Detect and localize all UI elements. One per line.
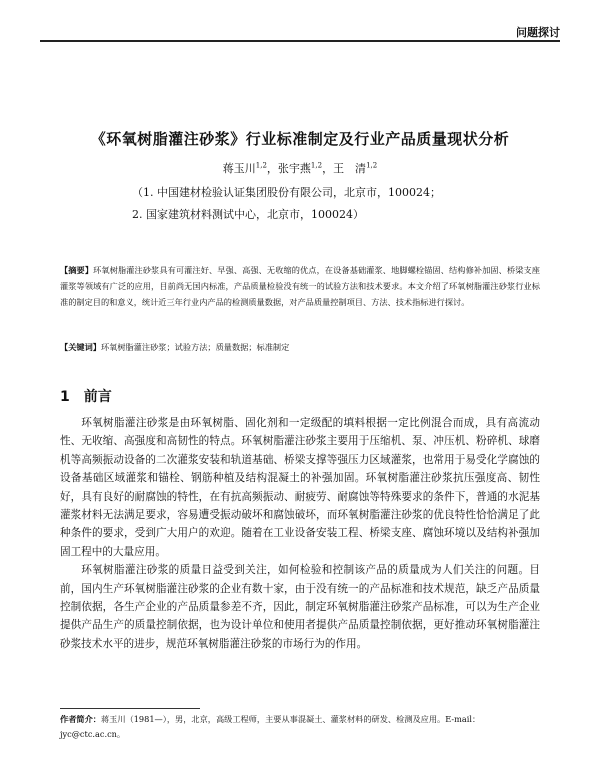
author-footnote [60, 712, 540, 742]
author-affil-marker: 1,2 [310, 161, 323, 170]
author-line: 蒋玉川$^{1,2}$，张宇燕$^{1,2}$，王 清$^{1,2}$ [222, 161, 378, 175]
abstract-text: 环氧树脂灌注砂浆具有可灌注好、早强、高强、无收缩的优点，在设备基础灌浆、地脚螺栓锚固、结构修补加固、桥梁支座灌浆等领域有广泛的应用，目前尚无国内标准，产品质量检验没有统一的试验方法和技术要求。本文介绍了环氧树脂灌注砂浆行业标准的制定目的和意义，统计近三年行业内产品的检测质量数据，对产品质量控制项目、方法、技术指标进行探讨。 [60, 265, 540, 308]
affiliation: 2. 国家建筑材料测试中心，北京市，100024） [132, 208, 364, 221]
footnote-rule [60, 708, 200, 709]
paragraph: 环氧树脂灌注砂浆是由环氧树脂、固化剂和一定级配的填料根据一定比例混合而成，具有高流动性、无收缩、高强度和高韧性的特点。环氧树脂灌注砂浆主要用于压缩机、泵、冲压机、粉碎机、球磨机等高频振动设备的二次灌浆安装和轨道基础、桥梁支撑等强压力区域灌浆，也常用于易受化学腐蚀的设备基础区域灌浆和锚栓、钢筋种植及结构混凝土的补强加固。环氧树脂灌注砂浆抗压强度高、韧性好，具有良好的耐腐蚀的特性，在有抗高频振动、耐疲劳、耐腐蚀等特殊要求的条件下，普通的水泥基灌浆材料无法满足要求，容易遭受振动破坏和腐蚀破坏，而环氧树脂灌注砂浆的优良特性恰恰满足了此种条件的要求，受到广大用户的欢迎。随着在工业设备安装工程、桥梁支座、腐蚀环境以及结构补强加固工程中的大量应用。 [60, 417, 540, 558]
keywords-text: 环氧树脂灌注砂浆；试验方法；质量数据；标准制定 [100, 342, 290, 352]
author-name: 蒋玉川 [222, 162, 256, 175]
footnote-label: 作者简介： [60, 714, 101, 724]
author-name: 张宇燕 [277, 162, 311, 175]
affiliation: （1. 中国建材检验认证集团股份有限公司，北京市，100024； [132, 186, 441, 199]
abstract-label: 【摘要】 [60, 265, 94, 275]
body-text [60, 414, 540, 653]
section-tag: 问题探讨 [516, 26, 560, 39]
section-heading [60, 386, 126, 406]
author-affil-marker: 1,2 [366, 161, 378, 170]
footnote-text: 蒋玉川（1981—），男，北京，高级工程师，主要从事混凝土、灌浆材料的研发、检测及应用。E-mail：jyc@ctc.ac.cn。 [60, 714, 481, 739]
section-title: 前言 [83, 389, 112, 405]
header-rule [40, 40, 560, 42]
keywords [60, 340, 540, 354]
section-number: 1 [60, 389, 70, 405]
author-affil-marker: 1,2 [255, 161, 267, 170]
keywords-label: 【关键词】 [60, 342, 101, 352]
author-name: 王 清 [333, 162, 367, 175]
article-title: 《环氧树脂灌注砂浆》行业标准制定及行业产品质量现状分析 [90, 130, 510, 148]
paragraph: 环氧树脂灌注砂浆的质量日益受到关注，如何检验和控制该产品的质量成为人们关注的问题。目前，国内生产环氧树脂灌注砂浆的企业有数十家，由于没有统一的产品标准和技术规范，缺乏产品质量控制依据，各生产企业的产品质量参差不齐，因此，制定环氧树脂灌注砂浆产品标准，可以为生产企业提供产品生产的质量控制依据，也为设计单位和使用者提供产品质量控制依据，更好推动环氧树脂灌注砂浆技术水平的进步，规范环氧树脂灌注砂浆的市场行为的作用。 [60, 564, 540, 650]
abstract [60, 262, 540, 311]
